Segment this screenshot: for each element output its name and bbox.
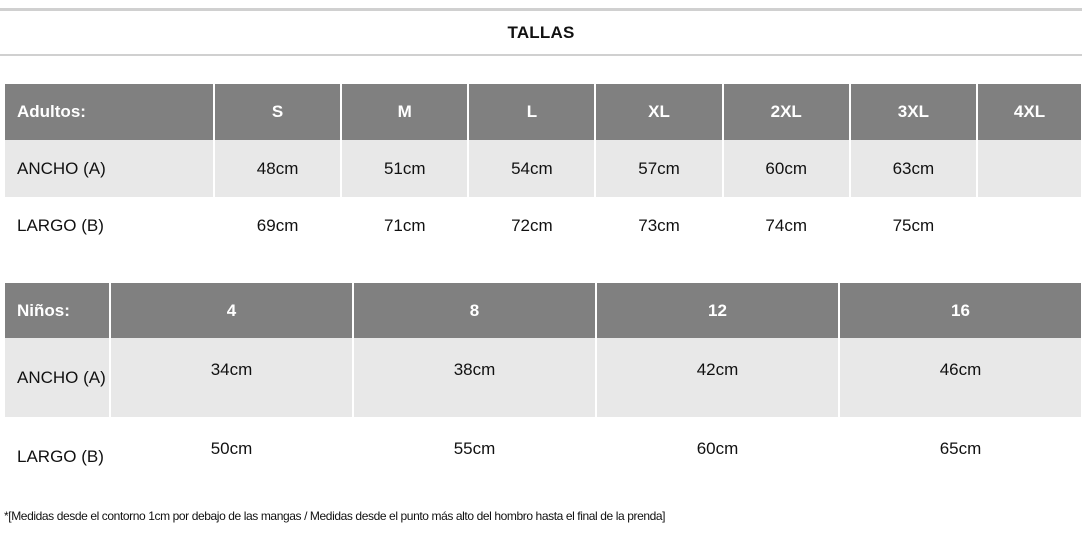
size-header: 4 xyxy=(111,283,352,338)
size-header: 4XL xyxy=(978,84,1081,140)
table-row xyxy=(5,140,1081,197)
table-cell: 73cm xyxy=(596,197,721,254)
size-header: 16 xyxy=(840,283,1081,338)
size-header: L xyxy=(469,84,594,140)
row-label: ANCHO (A) xyxy=(5,140,213,197)
table-cell: 72cm xyxy=(469,197,594,254)
table-cell: 34cm xyxy=(111,338,352,417)
table-cell xyxy=(978,197,1081,254)
table-cell: 60cm xyxy=(597,417,838,496)
table-cell: 38cm xyxy=(354,338,595,417)
adult-header-label: Adultos: xyxy=(5,84,213,140)
table-cell: 50cm xyxy=(111,417,352,496)
size-header: S xyxy=(215,84,340,140)
kids-header-label: Niños: xyxy=(5,283,109,338)
table-cell: 65cm xyxy=(840,417,1081,496)
size-header: 3XL xyxy=(851,84,976,140)
table-cell: 46cm xyxy=(840,338,1081,417)
size-header: M xyxy=(342,84,467,140)
table-cell: 71cm xyxy=(342,197,467,254)
table-cell xyxy=(978,140,1081,197)
size-header: 8 xyxy=(354,283,595,338)
table-row xyxy=(5,197,1081,254)
size-header: 2XL xyxy=(724,84,849,140)
table-cell: 55cm xyxy=(354,417,595,496)
table-cell: 69cm xyxy=(215,197,340,254)
adult-header-row xyxy=(5,84,1081,140)
kids-size-table xyxy=(3,283,1082,496)
table-cell: 54cm xyxy=(469,140,594,197)
table-cell: 63cm xyxy=(851,140,976,197)
table-cell: 42cm xyxy=(597,338,838,417)
kids-header-row xyxy=(5,283,1081,338)
table-cell: 48cm xyxy=(215,140,340,197)
footnote: *[Medidas desde el contorno 1cm por debajo de las mangas / Medidas desde el punto más alto del hombro hasta el final de la prenda] xyxy=(4,509,666,523)
table-row xyxy=(5,417,1081,496)
table-cell: 60cm xyxy=(724,140,849,197)
table-cell: 51cm xyxy=(342,140,467,197)
size-header: 12 xyxy=(597,283,838,338)
table-cell: 57cm xyxy=(596,140,721,197)
title-band xyxy=(0,8,1082,56)
table-cell: 74cm xyxy=(724,197,849,254)
row-label: LARGO (B) xyxy=(5,197,213,254)
page-title: TALLAS xyxy=(507,22,575,42)
row-label: ANCHO (A) xyxy=(5,338,109,417)
table-cell: 75cm xyxy=(851,197,976,254)
table-row xyxy=(5,338,1081,417)
adult-size-table xyxy=(3,84,1082,254)
size-header: XL xyxy=(596,84,721,140)
row-label: LARGO (B) xyxy=(5,417,109,496)
